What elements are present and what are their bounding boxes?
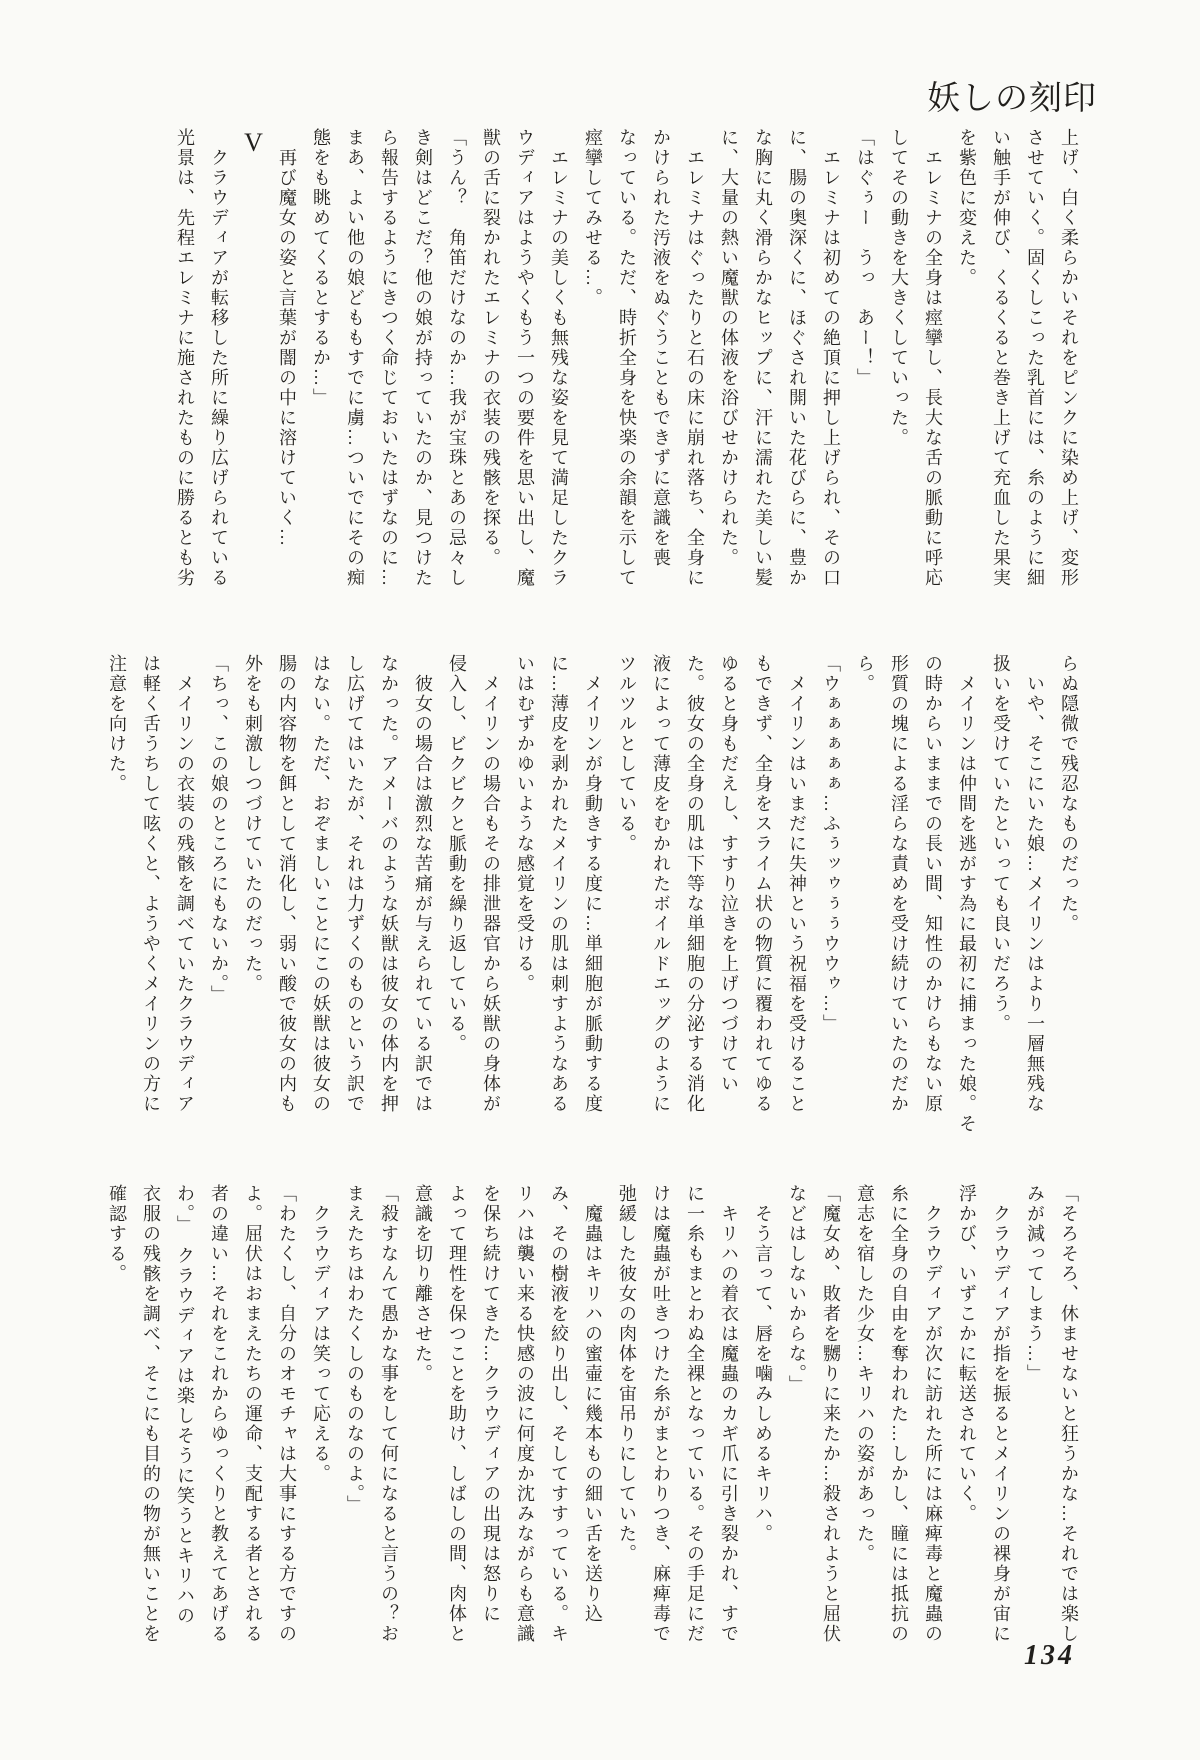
text-column: ウディアはようやくもう一つの要件を思い出し、魔 <box>515 128 535 588</box>
text-column: ら報告するようにきつく命じておいたはずなのに… <box>379 128 399 588</box>
text-column: に一糸もまとわぬ全裸となっている。その手足にだ <box>685 1184 705 1644</box>
text-column: エレミナは初めての絶頂に押し上げられ、その口 <box>821 128 841 588</box>
text-column: 確認する。 <box>107 1184 127 1284</box>
text-column: そう言って、唇を噛みしめるキリハ。 <box>753 1184 773 1544</box>
text-column: メイリンが身動きする度に…単細胞が脈動する度 <box>583 654 603 1114</box>
text-column: 痙攣してみせる…。 <box>583 128 603 308</box>
text-column: させていく。固くしこった乳首には、糸のように細 <box>1025 128 1045 588</box>
text-column: まあ、よい他の娘どももすでに虜…ついでにその痴 <box>345 128 365 588</box>
text-column: よ。屈伏はおまえたちの運命、支配する者とされる <box>243 1184 263 1644</box>
section-marker: V <box>239 128 268 157</box>
text-column: なかった。アメーバのような妖獣は彼女の体内を押 <box>379 654 399 1114</box>
text-column: エレミナはぐったりと石の床に崩れ落ち、全身に <box>685 128 705 588</box>
text-column: き剣はどこだ？他の娘が持っていたのか、見つけた <box>413 128 433 588</box>
text-column: らぬ隠微で残忍なものだった。 <box>1059 654 1079 934</box>
text-column: の時からいままでの長い間、知性のかけらもない原 <box>923 654 943 1114</box>
text-column: 「うん？ 角笛だけなのか…我が宝珠とあの忌々し <box>447 128 467 588</box>
text-column: みが減ってしまう…」 <box>1025 1184 1045 1384</box>
text-column: クラウディアが転移した所に繰り広げられている <box>209 128 229 588</box>
text-column: わ。」 クラウディアは楽しそうに笑うとキリハの <box>175 1184 195 1626</box>
text-band-middle <box>100 654 1086 1140</box>
text-column: な胸に丸く滑らかなヒップに、汗に濡れた美しい髪 <box>753 128 773 588</box>
text-column: 浮かび、いずこかに転送されていく。 <box>957 1184 977 1524</box>
page-title: 妖しの刻印 <box>927 81 1097 117</box>
text-column: し広げてはいたが、それは力ずくのものという訳で <box>345 654 365 1114</box>
text-column: してその動きを大きくしていった。 <box>889 128 909 448</box>
text-column: 彼女の場合は激烈な苦痛が与えられている訳では <box>413 654 433 1114</box>
text-column: 「わたくし、自分のオモチャは大事にする方ですの <box>277 1184 297 1644</box>
text-column: 形質の塊による淫らな責めを受け続けていたのだか <box>889 654 909 1114</box>
text-column: クラウディアは笑って応える。 <box>311 1184 331 1484</box>
text-column: 上げ、白く柔らかいそれをピンクに染め上げ、変形 <box>1059 128 1079 588</box>
text-column: は軽く舌うちして呟くと、ようやくメイリンの方に <box>141 654 161 1114</box>
text-column: エレミナの美しくも無残な姿を見て満足したクラ <box>549 128 569 588</box>
text-column: リハは襲い来る快感の波に何度か沈みながらも意識 <box>515 1184 535 1644</box>
text-column: はない。ただ、おぞましいことにこの妖獣は彼女の <box>311 654 331 1114</box>
text-column: 外をも刺激しつづけていたのだった。 <box>243 654 263 994</box>
text-column: 態をも眺めてくるとするか…」 <box>311 128 331 408</box>
text-column: 再び魔女の姿と言葉が闇の中に溶けていく… <box>277 128 297 548</box>
text-column: 液によって薄皮をむかれたボイルドエッグのように <box>651 654 671 1114</box>
text-column: 糸に全身の自由を奪われた…しかし、瞳には抵抗の <box>889 1184 909 1644</box>
text-column: み、その樹液を絞り出し、そしてすすっている。キ <box>549 1184 569 1644</box>
text-column: よって理性を保つことを助け、しばしの間、肉体と <box>447 1184 467 1644</box>
text-column: などはしないからな。」 <box>787 1184 807 1395</box>
text-column: 扱いを受けていたといっても良いだろう。 <box>991 654 1011 1034</box>
text-column: クラウディアが次に訪れた所には麻痺毒と魔蟲の <box>923 1184 943 1644</box>
text-band-top <box>168 128 1086 614</box>
text-column: 意識を切り離させた。 <box>413 1184 433 1384</box>
text-column: に、腸の奥深くに、ほぐされ開いた花びらに、豊か <box>787 128 807 588</box>
text-column: 者の違い…それをこれからゆっくりと教えてあげる <box>209 1184 229 1644</box>
text-column: 注意を向けた。 <box>107 654 127 794</box>
text-column: 侵入し、ビクビクと脈動を繰り返している。 <box>447 654 467 1054</box>
text-column: なっている。ただ、時折全身を快楽の余韻を示して <box>617 128 637 588</box>
text-column: 「ちっ、この娘のところにもないか。」 <box>209 654 229 1005</box>
text-column: た。彼女の全身の肌は下等な単細胞の分泌する消化 <box>685 654 705 1114</box>
text-column: ゆると身もだえし、すすり泣きを上げつづけてい <box>719 654 739 1094</box>
text-column: いはむずかゆいような感覚を受ける。 <box>515 654 535 994</box>
page-number: 134 <box>1024 1640 1075 1671</box>
text-column: 魔蟲はキリハの蜜壷に幾本もの細い舌を送り込 <box>583 1184 603 1624</box>
text-column: 衣服の残骸を調べ、そこにも目的の物が無いことを <box>141 1184 161 1644</box>
text-column: メイリンはいまだに失神という祝福を受けること <box>787 654 807 1114</box>
text-column: メイリンの衣装の残骸を調べていたクラウディア <box>175 654 195 1114</box>
text-column: 「殺すなんて愚かな事をして何になると言うの？お <box>379 1184 399 1644</box>
text-column: エレミナの全身は痙攣し、長大な舌の脈動に呼応 <box>923 128 943 588</box>
text-column: 獣の舌に裂かれたエレミナの衣装の残骸を探る。 <box>481 128 501 568</box>
text-column: 腸の内容物を餌として消化し、弱い酸で彼女の内も <box>277 654 297 1114</box>
text-column: キリハの着衣は魔蟲のカギ爪に引き裂かれ、すで <box>719 1184 739 1644</box>
text-column: 「はぐぅー うっ あー！」 <box>855 128 875 388</box>
text-column: ツルツルとしている。 <box>617 654 637 854</box>
text-column: に、大量の熱い魔獣の体液を浴びせかけられた。 <box>719 128 739 568</box>
text-column: を保ち続けてきた…クラウディアの出現は怒りに <box>481 1184 501 1624</box>
text-band-bottom <box>100 1184 1086 1650</box>
text-column: に…薄皮を剥かれたメイリンの肌は刺すようなある <box>549 654 569 1114</box>
text-column: メイリンの場合もその排泄器官から妖獣の身体が <box>481 654 501 1114</box>
text-column: 意志を宿した少女…キリハの姿があった。 <box>855 1184 875 1564</box>
text-column: を紫色に変えた。 <box>957 128 977 288</box>
text-column: ら。 <box>855 654 875 694</box>
text-column: い触手が伸び、くるくると巻き上げて充血した果実 <box>991 128 1011 588</box>
text-column: かけられた汚液をぬぐうこともできずに意識を喪 <box>651 128 671 568</box>
text-column: クラウディアが指を振るとメイリンの裸身が宙に <box>991 1184 1011 1644</box>
text-column: いや、そこにいた娘…メイリンはより一層無残な <box>1025 654 1045 1114</box>
text-column: 「ウぁぁぁぁぁ…ふぅッゥぅぅウウゥ…」 <box>821 654 841 1034</box>
text-column: 「そろそろ、休ませないと狂うかな…それでは楽し <box>1059 1184 1079 1644</box>
text-column: 「魔女め、敗者を嬲りに来たか…殺されようと屈伏 <box>821 1184 841 1644</box>
text-column: 光景は、先程エレミナに施されたものに勝るとも劣 <box>175 128 195 588</box>
text-column: けは魔蟲が吐きつけた糸がまとわりつき、麻痺毒で <box>651 1184 671 1644</box>
text-column: メイリンは仲間を逃がす為に最初に捕まった娘。そ <box>957 654 977 1134</box>
text-column: 弛緩した彼女の肉体を宙吊りにしていた。 <box>617 1184 637 1564</box>
text-column: まえたちはわたくしのものなのよ。」 <box>345 1184 365 1515</box>
text-column: もできず、全身をスライム状の物質に覆われてゆる <box>753 654 773 1114</box>
